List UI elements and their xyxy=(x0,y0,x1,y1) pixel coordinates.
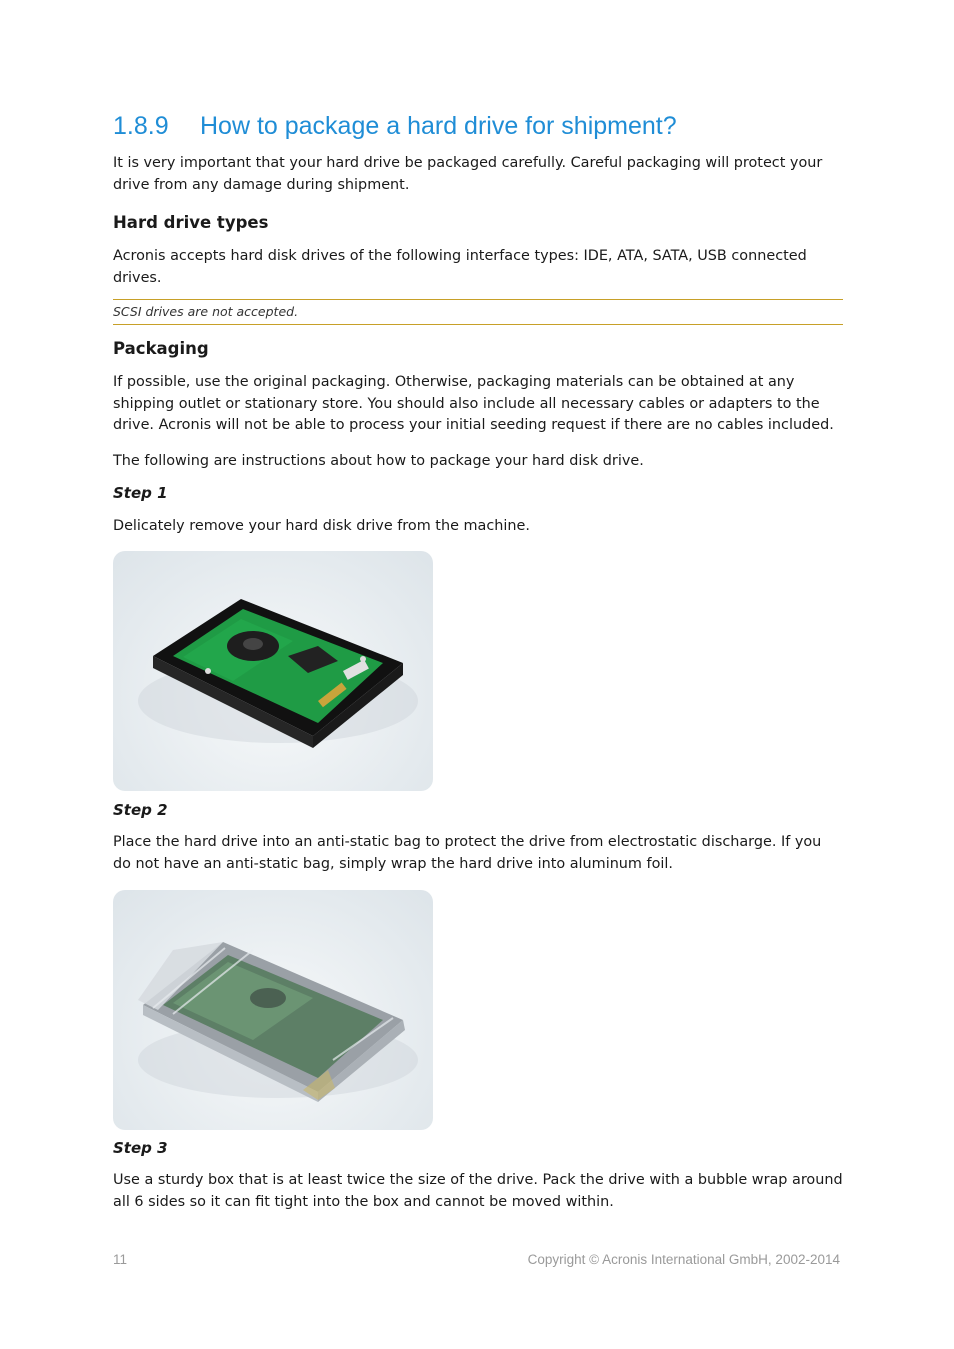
page-number: 11 xyxy=(113,1252,128,1267)
step-3-text: Use a sturdy box that is at least twice the size of the drive. Pack the drive with a bubble wrap around all 6 sides so it can fit tight into the box and cannot be moved within. xyxy=(113,1172,843,1210)
section-number: 1.8.9 xyxy=(113,112,169,140)
step-1-heading: Step 1 xyxy=(113,484,168,502)
step-3-heading: Step 3 xyxy=(113,1139,168,1157)
bagged-drive-image xyxy=(113,890,433,1130)
step-2-text: Place the hard drive into an anti-static bag to protect the drive from electrostatic discharge. If you do not have an anti-static bag, simply wrap the hard drive into aluminum foil. xyxy=(113,834,822,872)
hard-drive-types-paragraph: Acronis accepts hard disk drives of the following interface types: IDE, ATA, SATA, USB connected drives. xyxy=(113,248,807,286)
section-title: How to package a hard drive for shipment? xyxy=(200,112,677,140)
section-heading xyxy=(113,112,677,141)
hard-drive-image xyxy=(113,551,433,791)
packaging-heading: Packaging xyxy=(113,339,209,358)
step-1-text: Delicately remove your hard disk drive from the machine. xyxy=(113,518,530,534)
hard-drive-photo xyxy=(113,551,433,791)
instructions-paragraph: The following are instructions about how to package your hard disk drive. xyxy=(113,453,644,469)
bagged-drive-photo xyxy=(113,890,433,1130)
note-box xyxy=(113,299,843,325)
step-2-heading: Step 2 xyxy=(113,801,168,819)
intro-paragraph: It is very important that your hard drive be packaged carefully. Careful packaging will protect your drive from any damage during shipment. xyxy=(113,155,823,193)
note-text: SCSI drives are not accepted. xyxy=(113,304,299,319)
packaging-paragraph: If possible, use the original packaging. Otherwise, packaging materials can be obtained at any shipping outlet or stationary store. You should also include all necessary cables or adapters to the drive. Acronis will not be able to process your initial seeding request if there are no cables included. xyxy=(113,374,834,434)
copyright-text: Copyright © Acronis International GmbH, 2002-2014 xyxy=(527,1252,840,1267)
hard-drive-types-heading: Hard drive types xyxy=(113,213,269,232)
